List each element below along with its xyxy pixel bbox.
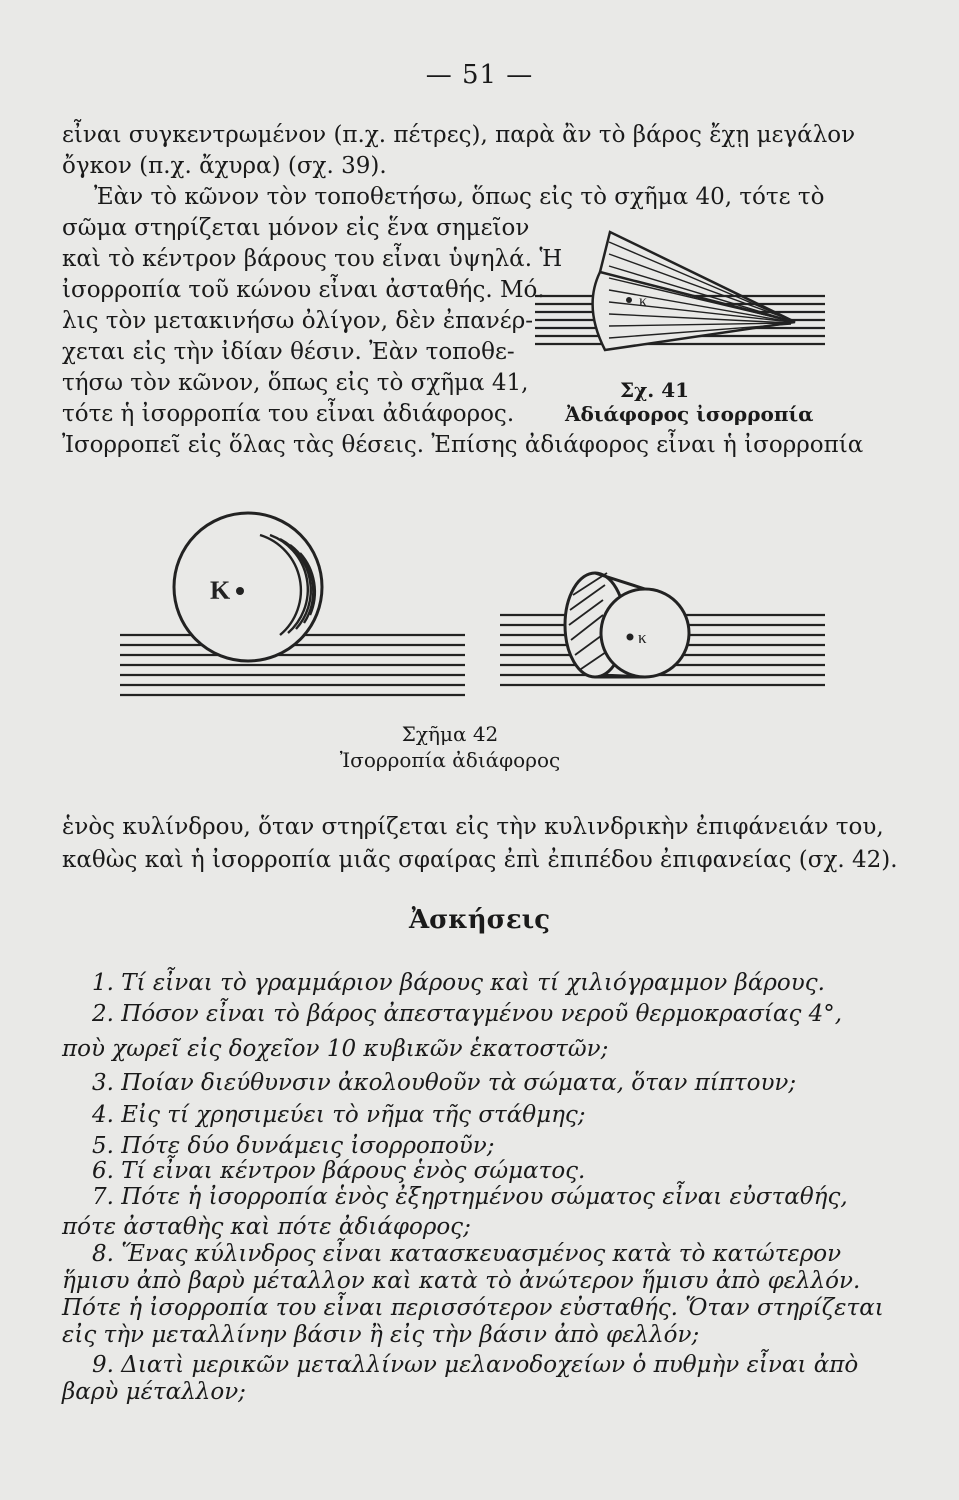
point-label: κ bbox=[639, 293, 648, 310]
exercise-line: πότε ἀσταθὴς καὶ πότε ἀδιάφορος; bbox=[62, 1214, 471, 1240]
exercise-line: ἥμισυ ἀπὸ βαρὺ μέταλλον καὶ κατὰ τὸ ἀνώτερον ἥμισυ ἀπὸ φελλόν. bbox=[62, 1268, 861, 1294]
figure-42-caption: Ἰσορροπία ἀδιάφορος bbox=[339, 748, 561, 772]
exercise-line: 4. Εἰς τί χρησιμεύει τὸ νῆμα τῆς στάθμης; bbox=[92, 1102, 586, 1128]
figure-42-cylinder bbox=[495, 555, 830, 715]
cylinder-center-point bbox=[627, 634, 634, 641]
body-line: καθὼς καὶ ἡ ἰσορροπία μιᾶς σφαίρας ἐπὶ ἐπιπέδου ἐπιφανείας (σχ. 42). bbox=[62, 847, 898, 873]
exercise-line: Πότε ἡ ἰσορροπία του εἶναι περισσότερον εὐσταθής. Ὅταν στηρίζεται bbox=[62, 1295, 884, 1321]
sphere-point-label: Κ bbox=[210, 576, 231, 605]
body-line: ἰσορροπία τοῦ κώνου εἶναι ἀσταθής. Μό. bbox=[62, 277, 545, 303]
cylinder-point-label: κ bbox=[638, 628, 647, 647]
figure-41-label: Σχ. 41 bbox=[620, 378, 690, 402]
body-line: ὄγκον (π.χ. ἄχυρα) (σχ. 39). bbox=[62, 153, 387, 179]
body-line: Ἰσορροπεῖ εἰς ὅλας τὰς θέσεις. Ἐπίσης ἀδιάφορος εἶναι ἡ ἰσορροπία bbox=[62, 432, 864, 458]
body-line: καὶ τὸ κέντρον βάρους του εἶναι ὑψηλά. Ἡ bbox=[62, 246, 563, 272]
exercise-line: 2. Πόσον εἶναι τὸ βάρος ἀπεσταγμένου νεροῦ θερμοκρασίας 4°, bbox=[92, 1001, 843, 1027]
exercise-line: 5. Πότε δύο δυνάμεις ἰσορροποῦν; bbox=[92, 1133, 495, 1159]
exercise-line: 9. Διατὶ μερικῶν μεταλλίνων μελανοδοχείων ὁ πυθμὴν εἶναι ἀπὸ bbox=[92, 1352, 859, 1378]
exercise-line: εἰς τὴν μεταλλίνην βάσιν ἢ εἰς τὴν βάσιν ἀπὸ φελλόν; bbox=[62, 1322, 700, 1348]
body-line: Ἐὰν τὸ κῶνον τὸν τοποθετήσω, ὅπως εἰς τὸ σχῆμα 40, τότε τὸ bbox=[94, 184, 825, 210]
body-line: εἶναι συγκεντρωμένον (π.χ. πέτρες), παρὰ ἂν τὸ βάρος ἔχῃ μεγάλον bbox=[62, 122, 856, 148]
body-line: λις τὸν μετακινήσω ὀλίγον, δὲν ἐπανέρ- bbox=[62, 308, 533, 334]
figure-42-sphere bbox=[110, 505, 470, 715]
body-line: σῶμα στηρίζεται μόνον εἰς ἕνα σημεῖον bbox=[62, 215, 530, 241]
sphere-center-point bbox=[236, 587, 244, 595]
exercise-line: 8. Ἕνας κύλινδρος εἶναι κατασκευασμένος κατὰ τὸ κατώτερον bbox=[92, 1241, 842, 1267]
center-of-gravity-point bbox=[626, 297, 632, 303]
body-line: ἑνὸς κυλίνδρου, ὅταν στηρίζεται εἰς τὴν κυλινδρικὴν ἐπιφάνειάν του, bbox=[62, 814, 884, 840]
exercise-line: ποὺ χωρεῖ εἰς δοχεῖον 10 κυβικῶν ἑκατοστῶν; bbox=[62, 1036, 609, 1062]
body-line: τήσω τὸν κῶνον, ὅπως εἰς τὸ σχῆμα 41, bbox=[62, 370, 529, 396]
figure-42-label: Σχῆμα 42 bbox=[401, 722, 499, 746]
exercise-line: 6. Τί εἶναι κέντρον βάρους ἑνὸς σώματος. bbox=[92, 1158, 586, 1184]
exercises-heading: Ἀσκήσεις bbox=[408, 905, 551, 935]
page-number: — 51 — bbox=[425, 60, 534, 90]
exercise-line: βαρὺ μέταλλον; bbox=[62, 1379, 246, 1405]
exercise-line: 7. Πότε ἡ ἰσορροπία ἑνὸς ἐξηρτημένου σώματος εἶναι εὐσταθής, bbox=[92, 1184, 848, 1210]
body-line: τότε ἡ ἰσορροπία του εἶναι ἀδιάφορος. bbox=[62, 401, 515, 427]
exercise-line: 3. Ποίαν διεύθυνσιν ἀκολουθοῦν τὰ σώματα, ὅταν πίπτουν; bbox=[92, 1070, 797, 1096]
body-line: χεται εἰς τὴν ἰδίαν θέσιν. Ἐὰν τοποθε- bbox=[62, 339, 515, 365]
figure-41-cone bbox=[505, 222, 835, 362]
figure-41-caption: Ἀδιάφορος ἰσορροπία bbox=[565, 402, 814, 426]
exercise-line: 1. Τί εἶναι τὸ γραμμάριον βάρους καὶ τί χιλιόγραμμον βάρους. bbox=[92, 970, 825, 996]
